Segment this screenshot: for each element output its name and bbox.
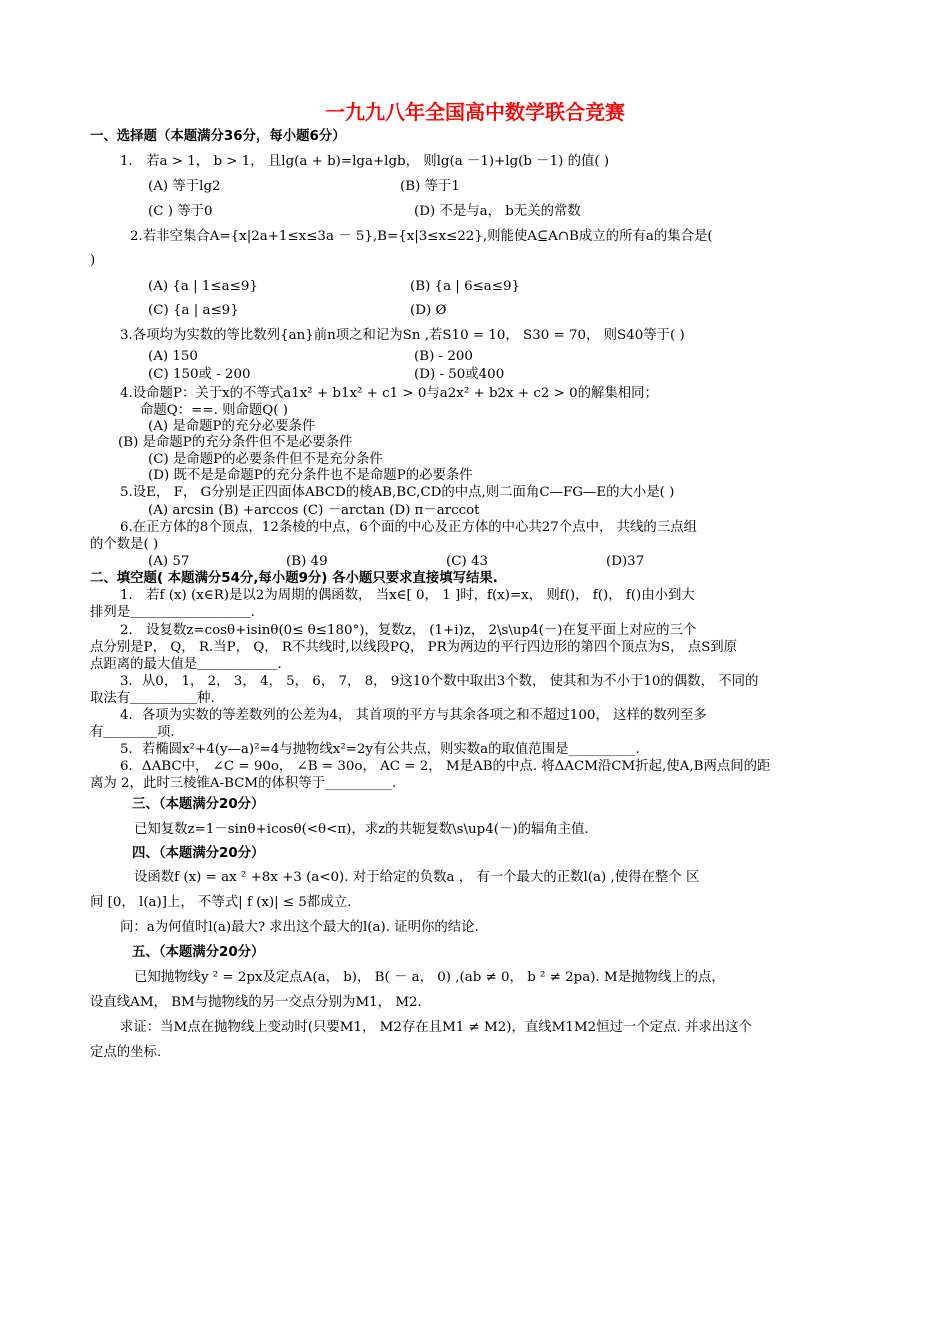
choice-q2-stem-cont: ) <box>90 253 96 268</box>
problem5-line4: 定点的坐标. <box>90 1045 162 1060</box>
choice-q5-options: (A) arcsin (B) +arccos (C) －arctan (D) π－arccot <box>148 503 480 518</box>
choice-q6-option-d: (D)37 <box>606 554 645 569</box>
problem4-line1: 设函数f (x) = ax ² +8x +3 (a<0). 对于给定的负数a ， 有一个最大的正数l(a) ,使得在整个 区 <box>134 870 700 885</box>
fill-q5: 5．若椭圆x²+4(y—a)²=4与抛物线x²=2y有公共点，则实数a的取值范围是__________. <box>120 742 640 757</box>
choice-q4-option-a: (A) 是命题P的充分必要条件 <box>148 419 316 434</box>
choice-q2-option-c: (C) {a | a≤9} <box>148 303 239 318</box>
fill-q3-line1: 3．从0， 1， 2， 3， 4， 5， 6， 7， 8， 9这10个数中取出3个数， 使其和为不小于10的偶数， 不同的 <box>120 674 759 689</box>
choice-q1-option-a: (A) 等于lg2 <box>148 179 221 194</box>
fill-q4-line2: 有＿＿＿＿项. <box>90 725 175 740</box>
section-heading-choice: 一、选择题（本题满分36分，每小题6分） <box>90 129 346 144</box>
choice-q1-option-d: (D) 不是与a， b无关的常数 <box>414 204 581 219</box>
choice-q2-option-a: (A) {a | 1≤a≤9} <box>148 279 258 294</box>
choice-q1-stem: 1． 若a > 1， b > 1， 且lg(a + b)=lga+lgb， 则lg(a －1)+lg(b －1) 的值( ) <box>120 154 610 169</box>
choice-q4-option-d: (D) 既不是是命题P的充分条件也不是命题P的必要条件 <box>148 468 473 483</box>
fill-q1-line2: 排列是＿＿＿＿＿＿＿＿＿. <box>90 605 255 620</box>
choice-q6-option-a: (A) 57 <box>148 554 190 569</box>
choice-q6-stem-cont: 的个数是( ) <box>90 537 159 552</box>
choice-q4-stem-cont: 命题Q：==. 则命题Q( ) <box>140 403 288 418</box>
choice-q4-option-b: (B) 是命题P的充分条件但不是必要条件 <box>118 435 353 450</box>
choice-q3-option-a: (A) 150 <box>148 349 198 364</box>
fill-q2-line1: 2． 设复数z=cosθ+isinθ(0≤ θ≤180°)，复数z， (1+i)z， 2\s\up4(－)在复平面上对应的三个 <box>120 623 697 638</box>
choice-q2-option-d: (D) Ø <box>410 303 447 318</box>
section-heading-4: 四、（本题满分20分） <box>132 846 265 861</box>
fill-q1-line1: 1． 若f (x) (x∈R)是以2为周期的偶函数， 当x∈[ 0， 1 ]时，f(x)=x， 则f()， f()， f()由小到大 <box>120 588 695 603</box>
choice-q2-stem: 2.若非空集合A={x|2a+1≤x≤3a － 5},B={x|3≤x≤22},则能使A⊆A∩B成立的所有a的集合是( <box>130 229 713 244</box>
problem5-line2: 设直线AM， BM与抛物线的另一交点分别为M1， M2. <box>90 995 422 1010</box>
choice-q6-stem: 6.在正方体的8个顶点，12条棱的中点，6个面的中心及正方体的中心共27个点中， 共线的三点组 <box>120 520 697 535</box>
fill-q6-line2: 离为 2，此时三棱锥A-BCM的体积等于__________. <box>90 776 397 791</box>
choice-q4-stem: 4.设命题P：关于x的不等式a1x² + b1x² + c1 > 0与a2x² + b2x + c2 > 0的解集相同； <box>120 386 658 401</box>
choice-q6-option-c: (C) 43 <box>446 554 488 569</box>
fill-q2-line2: 点分别是P， Q， R.当P， Q， R不共线时,以线段PQ， PR为两边的平行四边形的第四个顶点为S， 点S到原 <box>90 640 738 655</box>
problem5-line3: 求证：当M点在抛物线上变动时(只要M1， M2存在且M1 ≠ M2)，直线M1M2恒过一个定点. 并求出这个 <box>120 1020 752 1035</box>
problem4-line3: 问：a为何值时l(a)最大? 求出这个最大的l(a). 证明你的结论. <box>120 920 479 935</box>
choice-q3-option-b: (B) - 200 <box>414 349 473 364</box>
fill-q3-line2: 取法有＿＿＿＿＿种. <box>90 691 215 706</box>
choice-q1-option-b: (B) 等于1 <box>400 179 460 194</box>
choice-q4-option-c: (C) 是命题P的必要条件但不是充分条件 <box>148 452 383 467</box>
choice-q3-option-d: (D) - 50或400 <box>414 367 505 382</box>
page-title: 一九九八年全国高中数学联合竞赛 <box>325 100 625 124</box>
choice-q6-option-b: (B) 49 <box>286 554 328 569</box>
choice-q1-option-c: (C ) 等于0 <box>148 204 213 219</box>
choice-q5-stem: 5.设E， F， G分别是正四面体ABCD的棱AB,BC,CD的中点,则二面角C—FG—E的大小是( ) <box>120 485 675 500</box>
fill-q6-line1: 6．ΔABC中， ∠C = 90o， ∠B = 30o， AC = 2， M是AB的中点. 将ΔACM沿CM折起,使A,B两点间的距 <box>120 759 771 774</box>
problem3-text: 已知复数z=1－sinθ+icosθ(<θ<π)，求z的共轭复数\s\up4(－)的辐角主值. <box>134 822 589 837</box>
fill-q4-line1: 4．各项为实数的等差数列的公差为4， 其首项的平方与其余各项之和不超过100， 这样的数列至多 <box>120 708 707 723</box>
choice-q3-stem: 3.各项均为实数的等比数列{an}前n项之和记为Sn ,若S10 = 10， S30 = 70， 则S40等于( ) <box>120 328 685 343</box>
choice-q2-option-b: (B) {a | 6≤a≤9} <box>410 279 521 294</box>
problem4-line2: 间 [0， l(a)]上， 不等式| f (x)| ≤ 5都成立. <box>90 895 352 910</box>
problem5-line1: 已知抛物线y ² = 2px及定点A(a， b)， B( － a， 0) ,(ab ≠ 0， b ² ≠ 2pa). M是抛物线上的点， <box>134 970 725 985</box>
section-heading-fill: 二、填空题( 本题满分54分,每小题9分) 各小题只要求直接填写结果. <box>90 571 498 586</box>
choice-q3-option-c: (C) 150或 - 200 <box>148 367 251 382</box>
fill-q2-line3: 点距离的最大值是＿＿＿＿＿＿. <box>90 657 282 672</box>
section-heading-3: 三、（本题满分20分） <box>132 797 265 812</box>
section-heading-5: 五、（本题满分20分） <box>132 945 265 960</box>
